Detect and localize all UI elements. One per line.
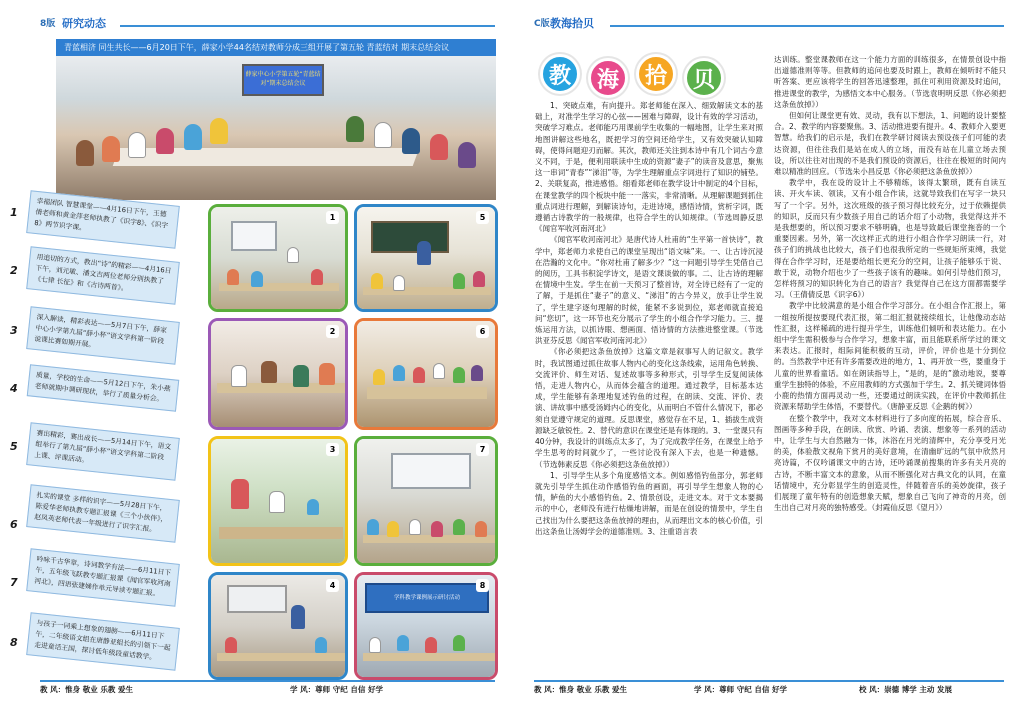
tip-text: 与孩子一同乘上想象的翅膀——6月11日下午，二年级语文组在唐静亚组长的引领下一起走进童话王国，探讨低年级段童话教学。 bbox=[33, 618, 172, 662]
tip-number: 1 bbox=[10, 206, 18, 219]
tip-card bbox=[26, 612, 180, 670]
paragraph: 1、突破点难，有向提升。郑老师能在深入、细致解读文本的基础上，对准学生学习的心弦——困难与障碍，设计有效的学习活动，突破学习难点。老师能巧用课前学生收集的一幅地图，让学生来对照地图讲解这些地名，既把学习的空间还给学生，又有效突破认知障碍，使得问题迎刃而解。其次，教师还关注到本诗中有几个词古今意义不同，于是，便利用联读中生成的资源“妻子”的读音及意思，聚焦这一串词“青春”“涕泪”等，为学生理解重点字词进行了知识的铺垫。2、关联复高，推进感悟。细看郑老师在教学设计中制定的4个目标，在课堂教学的四个板块中能一一落实，非常清晰。从理解课题到抓住重点词进行理解，到解读诗句，走进诗境，感悟诗情，赏析字词，既遵循古诗教学的一般规律，也符合学生的认知规律。（节选周静反思《闻官军收河南河北》 bbox=[535, 101, 763, 234]
tip-card bbox=[26, 306, 180, 364]
tip-text: 深入解读，精彩表达——5月7日下午，薛家中心小学第九届“薛小杯”语文学科第一阶段说课比赛如期开展。 bbox=[33, 312, 168, 350]
photo-4 bbox=[208, 572, 348, 680]
tip-number: 4 bbox=[10, 382, 18, 395]
photo-number: 1 bbox=[326, 211, 339, 224]
tip-card bbox=[26, 422, 180, 480]
photo-number: 4 bbox=[326, 579, 339, 592]
photo-number: 2 bbox=[326, 325, 339, 338]
attendee bbox=[402, 128, 420, 154]
footer-rule bbox=[40, 680, 495, 682]
footer-motto-learning: 学 风：尊师 守纪 自信 好学 bbox=[290, 685, 383, 694]
screen-caption: 薛家中心小学第五轮“青蓝结对”期末总结会议 bbox=[245, 71, 321, 87]
footer-motto-school: 校 风：崇德 博学 主动 发展 bbox=[859, 685, 952, 694]
header-rule bbox=[120, 25, 495, 27]
right-page bbox=[512, 0, 1024, 724]
tip-text: 用追切的方式，教出“诗”的精彩——4月16日下午，刘元敏、潘文吉两位老师分别执教了《七律 长征》和《古诗两首》。 bbox=[33, 252, 172, 293]
left-page-header bbox=[40, 16, 495, 34]
page-number: 8版 bbox=[40, 19, 56, 29]
projection-screen bbox=[242, 64, 324, 96]
article-column-right bbox=[774, 54, 1006, 674]
attendee bbox=[156, 128, 174, 154]
paragraph: 但如何让课堂更有效、灵动，我有以下想法，1、问题的设计要整合。2、教学的内容要聚焦。3、活动推进要有提升。4、教师介入要更智慧。给我们的启示是，我们在教学研讨阅读去预设孩子们可能的表达资源，但往往我们是站在成人的立场，而没有站在儿童立场去预设，所以往往对出现的不是我们预设的资源后，往往在极短的时间内难以精准的回应。（节选朱小昌反思《你必须把这条鱼放掉》） bbox=[774, 111, 1006, 177]
photo-number: 8 bbox=[476, 579, 489, 592]
attendee bbox=[430, 134, 448, 160]
header-rule bbox=[610, 25, 1004, 27]
tip-text: 吟咏千古华章，诗词教学有法——6月11日下午，五年级飞跃教专题汇报课《闻官军收河南河北》，四语张建娣作单元导读专题汇报。 bbox=[33, 554, 172, 598]
footer-motto-teaching: 教 风：惟身 敬业 乐教 爱生 bbox=[534, 685, 627, 694]
news-tips bbox=[8, 196, 208, 676]
ticker-text: 青蓝相济 同生共长——6月20日下午，薛家小学44名结对教师分成三组开展了第五轮 青蓝结对 期末总结会议 bbox=[64, 43, 450, 52]
tip-card bbox=[26, 548, 180, 606]
attendee bbox=[374, 122, 392, 148]
footer-rule bbox=[534, 680, 1004, 682]
title-char: 贝 bbox=[684, 58, 724, 98]
photo-7 bbox=[354, 436, 498, 566]
photo-number: 6 bbox=[476, 325, 489, 338]
paragraph: 达训练。整堂课教师在这一个能力方面的训练很多，在情景创设中指出道德准则等等。但教师的追问也要及时跟上，教师在倾听时不能只听答案、更应该将学生的回答迅速整理，抓住可利用资源及时追问，推进课堂的教学，为感悟文本中心服务。（节选袁明明反思《你必须把这条鱼放掉》） bbox=[774, 55, 1006, 109]
tip-text: 赛出精彩，赛出成长——5月14日下午，语文组举行了第九届“薛小杯”语文学科第二阶段上课、评课活动。 bbox=[33, 428, 172, 465]
photo-5 bbox=[354, 204, 498, 312]
tip-number: 8 bbox=[10, 636, 18, 649]
paragraph: 《你必须把这条鱼放掉》这篇文章是叙事写人的记叙文。教学时，我试图通过抓住故事人物内心的变化这条线索，运用角色转换、交流评价、师生对话、复述故事等多种形式，引导学生反复阅读体悟，走进人物内心，从而体会蕴含的道理。通过教学，目标基本达成，学生能够有条理地复述钓鱼的过程，在朗读、交流、评价、表演、讲故事中感受汤姆内心的变化，从而明白不管什么情况下，都必须自觉遵守规定的道理。反思课堂，感觉存在不足，1、插拔生成资源缺乏敏锐性。2、替代的意识在课堂还是有体现的。3、一堂课只有40分钟，我设计的训练点太多了，为了完成教学任务，在课堂上给予学生思考的时间就少了，一些讨论没有深入下去，也是一种遗憾。（节选韩素反思《你必须把这条鱼放掉》） bbox=[535, 347, 763, 469]
title-char: 教 bbox=[540, 54, 580, 94]
footer-motto-teaching: 教 风：惟身 敬业 乐教 爱生 bbox=[40, 685, 133, 694]
attendee bbox=[128, 132, 146, 158]
tip-number: 5 bbox=[10, 440, 18, 453]
right-footer bbox=[534, 684, 1004, 698]
photo-8 bbox=[354, 572, 498, 680]
paragraph: 教学中，我在设的设计上不够精练，该得太繁琐，既有自读互读、开火车读、领读，又有小组合作读，这就导致我们在写字一块只写了一个字。另外，这次班级的孩子预习得比较充分，过于依赖提供的知识，反而只有少数孩子用自己的话介绍了小动物，我觉得这并不是我想要的，所以预习要求不够明确，也是导致最后课堂拖沓的一个重要因素。另外，第一次这样正式的进行小组合作学习朗读一行，对孩子们的挑战也比较大，孩子们也很我所定的一些规矩所束缚，我觉得在合作学习时，还是要给组长更充分的空间，让孩子能够乐于说、敢于说，动物介绍也少了一些孩子该有的趣味。如何引导他们预习，怎样将预习的知识转化为自己的语言？我觉得自己在这方面都需要学习。（王倩倩反思《识字6》） bbox=[774, 178, 1006, 300]
photo-number: 5 bbox=[476, 211, 489, 224]
section-title: 教海拾贝 bbox=[550, 17, 594, 30]
paragraph: 1、引导学生从多个角度感悟文本。例如感悟钓鱼部分，郭老师就先引导学生抓住动作感悟钓鱼的画面，再引导学生想象人物的心情，鲈鱼的大小感悟钓鱼。2、情景创设，走进文本。对于文本要揭示的中心，老师没有进行枯燥地讲解，而是在创设的情景中，学生自己找出为什么要把这条鱼放掉的理由，从而理出文本的核心价值，引出这条鱼让汤姆学会的道德准则。3、注重语言表 bbox=[535, 470, 763, 536]
photo-3 bbox=[208, 436, 348, 566]
attendee bbox=[210, 118, 228, 144]
attendee bbox=[346, 116, 364, 142]
article-column-left bbox=[535, 100, 763, 674]
footer-motto-learning: 学 风：尊师 守纪 自信 好学 bbox=[694, 685, 787, 694]
tip-number: 7 bbox=[10, 576, 18, 589]
column-title bbox=[540, 54, 760, 100]
news-ticker bbox=[56, 39, 496, 56]
attendee bbox=[458, 142, 476, 168]
photo-grid bbox=[208, 204, 498, 680]
tip-text: 扎实的课堂 多样的识字——5月28日下午，陈爱华老师执教专题汇报课《三个小伙伴》，赵凤英老师代表一年级进行了识字汇报。 bbox=[33, 490, 168, 534]
photo-2 bbox=[208, 318, 348, 430]
tip-card bbox=[27, 364, 180, 412]
section-title: 研究动态 bbox=[62, 17, 106, 30]
title-char: 拾 bbox=[636, 54, 676, 94]
photo-1 bbox=[208, 204, 348, 312]
right-page-header bbox=[534, 16, 1004, 34]
left-footer bbox=[40, 684, 495, 698]
paragraph: 在整个教学中，我对文本材料进行了多向度的拓展，综合音乐、图画等多种手段，在朗读、欣赏、吟诵、表演、想象等一系列的活动中，让学生与大自然融为一体，沐浴在月光的清辉中，充分享受月光的美，体验散文视角下赏月的美好意境，在清幽旷远的气氛中欣然月亮诗篇，不仅吟诵课文中的古诗，还吟诵课前搜集的许多有关月亮的古诗，不断丰富文本的意象，从而不断强化对古典文化的认同，在童话情境中，充分彰显学生的创造灵性，伴随着音乐的美妙旋律，孩子们展现了童年特有的创造想象天赋，想象自己飞向了神奇的月亮，创生出自己对月亮的独特感受。（封霞仙反思《望月》） bbox=[774, 413, 1006, 513]
page-number: C版 bbox=[534, 19, 550, 29]
hero-photo-meeting bbox=[56, 56, 496, 200]
attendee bbox=[102, 136, 120, 162]
tip-card bbox=[26, 246, 180, 304]
attendee bbox=[184, 124, 202, 150]
photo-6 bbox=[354, 318, 498, 430]
board-caption: 学科教学课例展示研讨活动 bbox=[393, 595, 460, 601]
tip-number: 6 bbox=[10, 518, 18, 531]
photo-number: 7 bbox=[476, 443, 489, 456]
tip-card bbox=[26, 484, 180, 542]
tip-text: 质量，学校的生命——5月12日下午，朱小燕老师就期中调研现状，举行了质量分析会。 bbox=[34, 370, 172, 404]
attendee bbox=[76, 140, 94, 166]
tip-text: 幸福团队 智慧课堂——4月16日下午，王德倩老师和黄金萍老师执教了《识字8》、《识字8》两节识字课。 bbox=[33, 196, 169, 233]
tip-number: 2 bbox=[10, 264, 18, 277]
paragraph: 《闻官军收河南河北》是唐代诗人杜甫的“生平第一首快诗”，教学中，郑老师力求使自己的课堂呈现出“语文味”来。一、让古诗沉浸在浩瀚的文化中。“你对杜甫了解多少？”这一问题引导学生凭借自己的阅历，工具书积淀学诗文，是语文课谈做的事。二、让古诗的理解在情境中生发。学生在前一天预习了整首诗，对全诗已经有了一定的了解，于是抓住“妻子”的意义、“涕泪”的古今异义，放手让学生说了，学生建字逐句理解的时候，能紧不多说到位，郑老师就直接追问“您切”，这一环节也充分展示了学生的小组合作学习能力。三、提炼运用方法，以抓诗眼、想画面、悟诗情的方法推进整堂课。（节选洪亚芬反思《闻官军收河南河北》） bbox=[535, 235, 763, 346]
paragraph: 教学中比较满意的是小组合作学习部分。在小组合作汇报上，第一组按所提按要现代表汇报，第二组汇报就接续组长，让他像动态站性汇报，这样稀疏的进行提升学生，训练他们倾听和表达能力。在小组中学生需积极参与合作学习，想象丰富，而且能联系所学过的课文来表达。汇报时，组际间能积极的互动，评价，评价也是十分到位的。当然教学中还有许多需要改进的地方，1、再开放一些，要重身于儿童的世界看童话。如在朗读指导上，“是的，是的”激动地说，要尊重学生独特的体验，不应用教师的方式强加于学生。2、抓关键词体悟小鹿的热情方面再灵动一些，还要通过朗读实践，在评价中教师抓住资源来帮助学生体悟，不要替代。（唐静亚反思《企鹅的树》） bbox=[774, 301, 1006, 412]
title-char: 海 bbox=[588, 58, 628, 98]
tip-number: 3 bbox=[10, 324, 18, 337]
photo-number: 3 bbox=[326, 443, 339, 456]
